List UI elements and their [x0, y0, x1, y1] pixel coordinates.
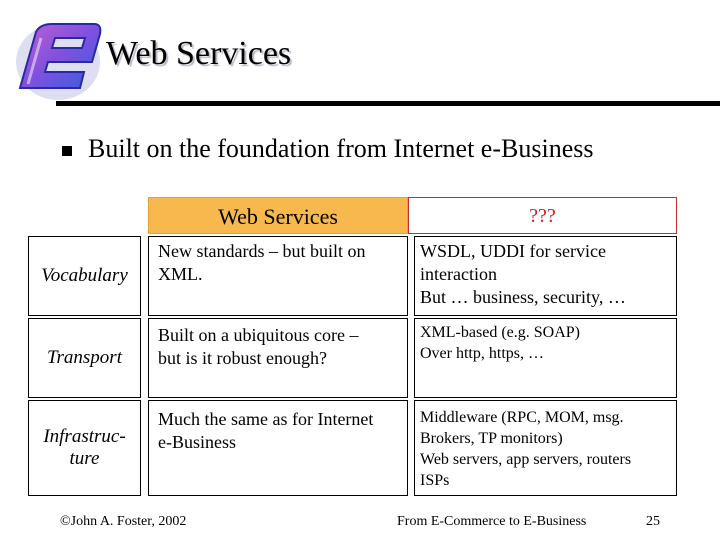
- row-label-vocabulary: Vocabulary: [28, 236, 141, 316]
- cell-transport-unknown: XML-based (e.g. SOAP) Over http, https, …: [420, 324, 580, 362]
- cell-vocabulary-unknown: WSDL, UDDI for service interaction But … business, security, …: [420, 241, 626, 307]
- footer-author: ©John A. Foster, 2002: [60, 514, 187, 529]
- cell-vocabulary-web-services: New standards – but built on XML.: [158, 241, 366, 284]
- bullet-text: Built on the foundation from Internet e-Business: [88, 134, 594, 163]
- cell-transport-web-services: Built on a ubiquitous core – but is it robust enough?: [158, 325, 359, 368]
- cell-infrastructure-web-services: Much the same as for Internet e-Business: [158, 409, 374, 452]
- e-logo-icon: [8, 14, 104, 106]
- page-number: 25: [646, 514, 660, 529]
- header-unknown: ???: [408, 197, 677, 234]
- row-label-transport: Transport: [28, 318, 141, 398]
- bullet-square-icon: [62, 146, 72, 156]
- header-web-services: Web Services: [148, 197, 408, 234]
- footer-source: From E-Commerce to E-Business: [397, 514, 587, 529]
- cell-infrastructure-unknown: Middleware (RPC, MOM, msg. Brokers, TP monitors) Web servers, app servers, routers ISPs: [420, 409, 632, 489]
- slide-title: Web Services: [106, 35, 292, 72]
- row-label-infrastructure: Infrastruc- ture: [28, 400, 141, 496]
- title-divider: [56, 101, 720, 106]
